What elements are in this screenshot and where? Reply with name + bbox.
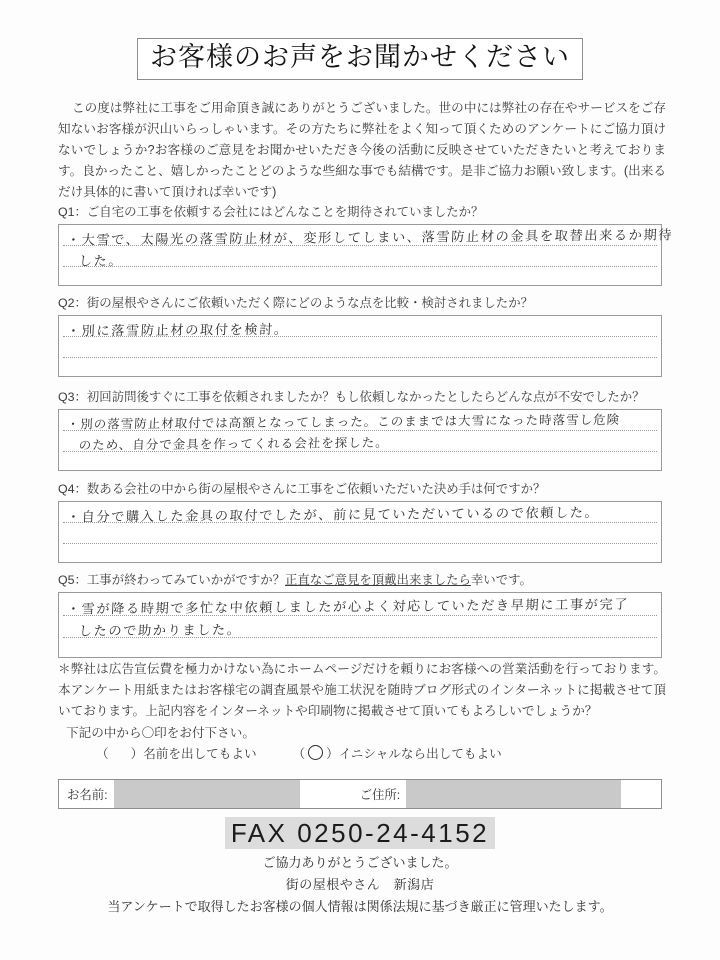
footer-privacy: 当アンケートで取得したお客様の個人情報は関係法規に基づき厳正に管理いたします。 — [107, 899, 613, 914]
handwritten-answer-line — [79, 357, 653, 362]
question-label-q5-prefix: Q5：工事が終わってみていかがですか？ — [58, 573, 286, 587]
circle-mark-icon — [308, 745, 323, 760]
name-field-value-redacted[interactable] — [114, 780, 300, 808]
answer-box-q4[interactable] — [58, 501, 662, 563]
handwritten-answer-line: したので助かりました。 — [78, 623, 242, 640]
question-block-q1 — [58, 202, 674, 286]
fax-number-container — [0, 818, 720, 849]
handwritten-answer-line: ・別に落雪防止材の取付を検討。 — [66, 322, 290, 340]
handwritten-answer-line: のため、自分で金具を作ってくれる会社を探した。 — [78, 434, 390, 453]
handwritten-answer-line: ・大雪で、太陽光の落雪防止材が、変形してしまい、落雪防止材の金具を取替出来るか期待 — [66, 228, 674, 249]
question-label-q3: Q3：初回訪問後すぐに工事を依頼されましたか？もし依頼しなかったとしたらどんな点が不安でしたか？ — [58, 390, 645, 404]
consent-option-initial[interactable] — [293, 743, 502, 762]
handwritten-answer-line: ・別の落雪防止材取付では高額となってしまった。このままでは大雪になった時落雪し危険 — [66, 411, 621, 432]
handwritten-answer-line: ・雪が降る時期で多忙な中依頼しましたが心よく対応していただき早期に工事が完了 — [66, 597, 630, 618]
open-paren: （ — [292, 747, 306, 761]
answer-box-q3[interactable] — [58, 409, 662, 471]
question-label-q1: Q1：ご自宅の工事を依頼する会社にはどんなことを期待されていましたか？ — [58, 205, 484, 219]
address-field-value-redacted[interactable] — [406, 780, 621, 808]
answer-box-q1[interactable] — [58, 224, 674, 286]
page-title-container — [0, 38, 720, 80]
question-label-q5 — [58, 570, 662, 588]
identity-row — [58, 779, 662, 809]
question-block-q2 — [58, 293, 662, 377]
consent-option-name[interactable] — [96, 743, 257, 762]
address-field-label: ご住所: — [359, 788, 401, 802]
intro-paragraph: この度は弊社に工事をご用命頂き誠にありがとうございました。世の中には弊社の存在やサービスをご存知ないお客様が沢山いらっしゃいます。その方たちに弊社をよく知って頂くためのアンケートにご協力頂けないでしょうか?お客様のご意見をお聞かせいただき今後の活動に反映させていただきたいと考えております。良かったこと、嬉しかったことどのような些細な事でも結構です。是非ご協力お願い致します。(出来るだけ具体的に書いて頂ければ幸いです) — [58, 101, 666, 199]
footer-thanks: ご協力ありがとうございました。 — [262, 855, 458, 870]
rule-line — [63, 543, 657, 544]
question-label-q4: Q4：数ある会社の中から街の屋根やさんに工事をご依頼いただいた決め手は何ですか？ — [58, 482, 546, 496]
answer-box-q5[interactable] — [58, 592, 662, 658]
consent-instruction: 下記の中から〇印をお付下さい。 — [66, 726, 255, 740]
page-title: お客様のお声をお聞かせください — [137, 38, 583, 80]
open-paren: （ — [96, 747, 109, 761]
question-block-q3 — [58, 387, 662, 471]
question-label-q5-underlined: 正直なご意見を頂戴出来ましたら — [285, 573, 471, 587]
question-block-q5 — [58, 570, 662, 658]
consent-options — [96, 743, 502, 762]
rule-line — [63, 357, 657, 358]
publication-consent-notice: ＊弊社は広告宣伝費を極力かけない為にホームページだけを頼りにお客様への営業活動を行っております。本アンケート用紙またはお客様宅の調査風景や施工状況を随時ブログ形式のインターネットに掲載させて頂いております。上記内容をインターネットや印刷物に掲載させて頂いてもよろしいでしょうか？ — [58, 662, 666, 718]
question-label-q5-suffix: 幸いです。 — [470, 573, 532, 587]
handwritten-answer-line — [79, 543, 653, 548]
footer-company: 街の屋根やさん 新潟店 — [285, 877, 435, 892]
consent-option-initial-label: ）イニシャルなら出してもよい — [326, 747, 502, 761]
handwritten-answer-line: ・自分で購入した金具の取付でしたが、前に見ていただいているので依頼した。 — [66, 505, 600, 526]
handwritten-answer-line: した。 — [78, 254, 124, 270]
consent-option-name-label: ）名前を出してもよい — [130, 747, 257, 761]
fax-number: FAX 0250-24-4152 — [225, 817, 495, 849]
question-block-q4 — [58, 479, 662, 563]
answer-box-q2[interactable] — [58, 315, 662, 377]
identity-row-spacer — [300, 780, 352, 808]
name-field-label: お名前: — [67, 788, 108, 802]
question-label-q2: Q2：街の屋根やさんにご依頼いただく際にどのような点を比較・検討されましたか？ — [58, 296, 533, 310]
identity-row-end-spacer — [621, 780, 661, 808]
